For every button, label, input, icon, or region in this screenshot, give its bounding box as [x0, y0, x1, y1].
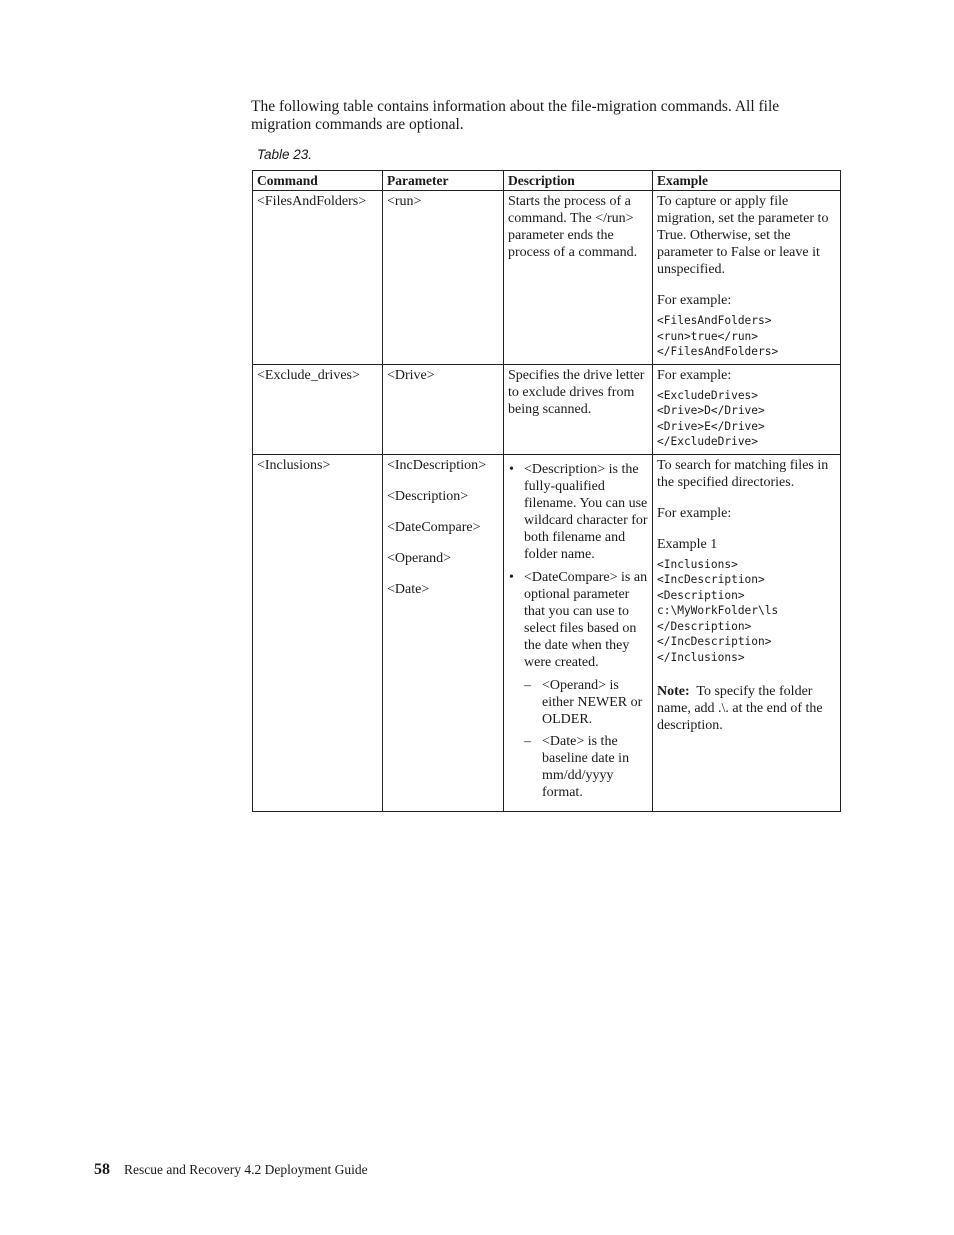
row1-description: Starts the process of a command. The </run> parameter ends the process of a command. [504, 191, 653, 365]
table-row [253, 454, 841, 811]
row2-parameter: <Drive> [383, 364, 504, 454]
row3-bullet-description [508, 461, 649, 563]
row3-parameters [383, 454, 504, 811]
row3-example-code: <Inclusions> <IncDescription> <Description> c:\MyWorkFolder\ls </Description> </IncDescription> </Inclusions> [657, 557, 779, 664]
file-migration-table [252, 170, 841, 812]
row3-parameter-date: <Date> [387, 581, 430, 597]
row2-example-code: <ExcludeDrives> <Drive>D</Drive> <Drive>E</Drive> </ExcludeDrive> [657, 388, 765, 448]
table-row [253, 191, 841, 365]
page-footer [94, 1161, 368, 1179]
row3-example-label: For example: [657, 505, 732, 521]
note-label: Note: [657, 684, 690, 699]
row1-example [653, 191, 841, 365]
intro-paragraph: The following table contains information about the file-migration commands. All file migration commands are optional. [251, 98, 780, 133]
row3-command: <Inclusions> [253, 454, 383, 811]
row3-example [653, 454, 841, 811]
row3-parameter-incdescription: <IncDescription> [387, 457, 486, 473]
row3-dash-date: – <Date> is the baseline date in mm/dd/yyyy format. [524, 733, 649, 801]
row1-example-code: <FilesAndFolders> <run>true</run> </FilesAndFolders> [657, 314, 779, 358]
row3-parameter-operand: <Operand> [387, 550, 451, 566]
table-row [253, 364, 841, 454]
row3-bullet-datecompare [508, 569, 649, 801]
bullet-text: <DateCompare> is an optional parameter that you can use to select files based on the date when they were created. [524, 569, 648, 670]
row3-bullet-list [508, 461, 649, 801]
table-caption: Table 23. [257, 147, 313, 162]
row2-example [653, 364, 841, 454]
row3-note [657, 683, 837, 734]
table-header-row [253, 171, 841, 191]
header-command: Command [253, 171, 383, 191]
row2-example-label: For example: [657, 367, 732, 383]
footer-title: Rescue and Recovery 4.2 Deployment Guide [124, 1162, 368, 1177]
row3-description [504, 454, 653, 811]
header-description: Description [504, 171, 653, 191]
header-example: Example [653, 171, 841, 191]
bullet-text: <Description> is the fully-qualified filename. You can use wildcard character for both filename and folder name. [524, 461, 648, 562]
row1-example-text: To capture or apply file migration, set the parameter to True. Otherwise, set the parameter to False or leave it unspecified. [657, 194, 829, 277]
row2-command: <Exclude_drives> [253, 364, 383, 454]
row1-parameter: <run> [383, 191, 504, 365]
row2-description: Specifies the drive letter to exclude drives from being scanned. [504, 364, 653, 454]
row3-dash-operand: – <Operand> is either NEWER or OLDER. [524, 677, 649, 728]
note-text: To specify the folder name, add .\. at the end of the description. [657, 684, 823, 733]
header-parameter: Parameter [383, 171, 504, 191]
row3-example-title: Example 1 [657, 536, 718, 552]
row3-example-text: To search for matching files in the specified directories. [657, 457, 829, 490]
row1-command: <FilesAndFolders> [253, 191, 383, 365]
row3-parameter-description: <Description> [387, 488, 469, 504]
page-number: 58 [94, 1161, 110, 1178]
row3-parameter-datecompare: <DateCompare> [387, 519, 481, 535]
row1-example-label: For example: [657, 293, 732, 308]
row3-dash-list [524, 677, 649, 801]
